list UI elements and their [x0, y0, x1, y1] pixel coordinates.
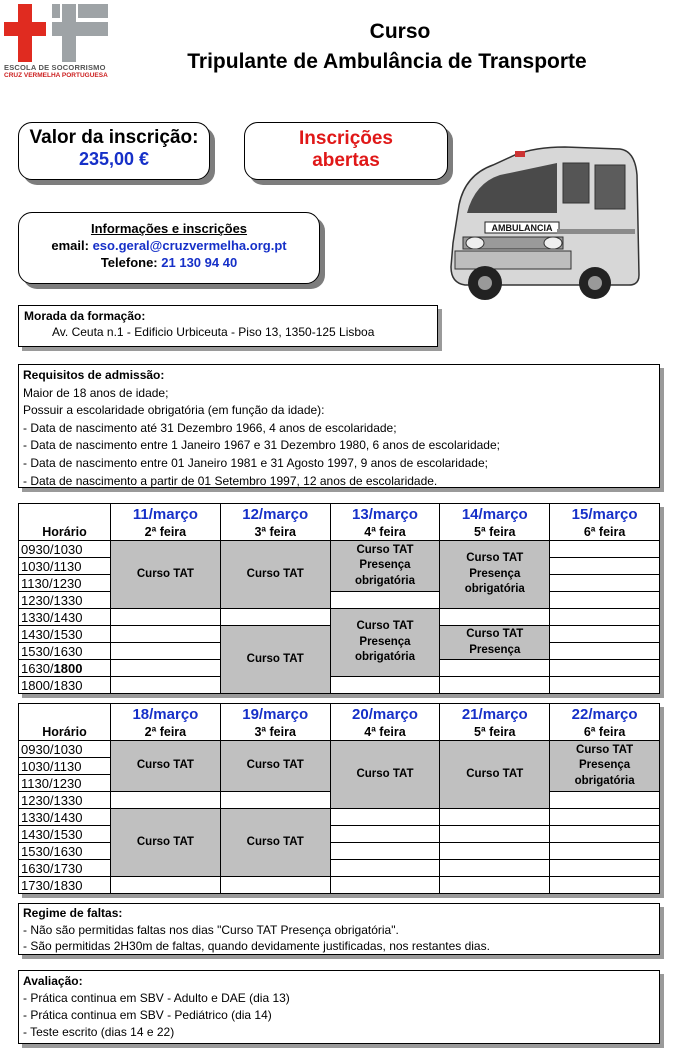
contact-title: Informações e inscrições [90, 221, 248, 236]
empty-cell [440, 843, 550, 860]
weekday-header: 3ª feira [220, 724, 330, 741]
session-cell-mandatory: Curso TAT Presença [440, 626, 550, 660]
requirements-box [18, 364, 660, 488]
requirement-line: Maior de 18 anos de idade; [23, 385, 169, 400]
address-box [18, 305, 438, 347]
empty-cell [111, 626, 221, 643]
empty-cell [111, 660, 221, 677]
hour-slot: 1130/1230 [19, 575, 111, 592]
hour-slot: 1430/1530 [19, 626, 111, 643]
hour-slot: 0930/1030 [19, 541, 111, 558]
date-header: 20/março [330, 704, 440, 725]
absences-title: Regime de faltas: [23, 906, 123, 920]
hour-slot: 1230/1330 [19, 792, 111, 809]
corner-cell [19, 504, 111, 525]
empty-cell [550, 843, 660, 860]
course-name: Tripulante de Ambulância de Transporte [187, 50, 587, 73]
session-cell: Curso TAT [220, 541, 330, 609]
schedule-week-1 [18, 503, 660, 694]
empty-cell [330, 592, 440, 609]
empty-cell [440, 860, 550, 877]
hour-slot: 1330/1430 [19, 609, 111, 626]
date-header: 18/março [111, 704, 221, 725]
hour-slot: 1230/1330 [19, 592, 111, 609]
session-cell-mandatory: Curso TAT Presença obrigatória [330, 541, 440, 592]
page-title: Curso [369, 20, 431, 43]
empty-cell [111, 609, 221, 626]
contact-box [18, 212, 320, 284]
phone-number: 21 130 94 40 [161, 255, 238, 270]
fee-value: 235,00 € [78, 149, 150, 169]
hour-slot: 1430/1530 [19, 826, 111, 843]
weekday-header: 6ª feira [550, 524, 660, 541]
empty-cell [550, 877, 660, 894]
requirement-line: - Data de nascimento entre 01 Janeiro 1981 e 31 Agosto 1997, 9 anos de escolaridade; [23, 455, 488, 470]
empty-cell [440, 609, 550, 626]
session-cell-mandatory: Curso TAT Presença obrigatória [550, 741, 660, 792]
session-cell: Curso TAT [220, 741, 330, 792]
evaluation-box [18, 970, 660, 1044]
requirement-line: - Data de nascimento entre 1 Janeiro 1967 e 31 Dezembro 1980, 6 anos de escolaridade; [23, 438, 500, 453]
empty-cell [330, 826, 440, 843]
email-line [19, 238, 319, 253]
logo-org-name: CRUZ VERMELHA PORTUGUESA [4, 72, 108, 79]
empty-cell [220, 877, 330, 894]
evaluation-item: - Prática continua em SBV - Pediátrico (dia 14) [23, 1008, 272, 1022]
date-header: 15/março [550, 504, 660, 525]
empty-cell [220, 609, 330, 626]
status-line-2: abertas [312, 150, 380, 171]
hour-slot: 1030/1130 [19, 558, 111, 575]
empty-cell [550, 660, 660, 677]
phone-label: Telefone: [100, 255, 158, 270]
fee-label: Valor da inscrição: [29, 127, 199, 148]
date-header: 21/março [440, 704, 550, 725]
empty-cell [330, 860, 440, 877]
empty-cell [330, 809, 440, 826]
registration-status-box [244, 122, 448, 180]
date-header: 22/março [550, 704, 660, 725]
empty-cell [550, 541, 660, 558]
empty-cell [550, 643, 660, 660]
address-title: Morada da formação: [24, 309, 146, 323]
evaluation-title: Avaliação: [23, 974, 83, 988]
empty-cell [550, 809, 660, 826]
empty-cell [330, 677, 440, 694]
hour-slot: 1030/1130 [19, 758, 111, 775]
empty-cell [550, 558, 660, 575]
fee-box [18, 122, 210, 180]
session-cell: Curso TAT [111, 541, 221, 609]
session-cell: Curso TAT [440, 741, 550, 809]
weekday-header: 2ª feira [111, 524, 221, 541]
weekday-header: 2ª feira [111, 724, 221, 741]
requirements-title: Requisitos de admissão: [23, 368, 165, 382]
session-cell-mandatory: Curso TAT Presença obrigatória [440, 541, 550, 609]
session-cell: Curso TAT [330, 741, 440, 809]
ambulance-image [445, 135, 645, 310]
weekday-header: 4ª feira [330, 724, 440, 741]
empty-cell [111, 792, 221, 809]
session-cell: Curso TAT [220, 809, 330, 877]
hour-slot: 1630/1800 [19, 660, 111, 677]
weekday-header: 5ª feira [440, 524, 550, 541]
empty-cell [111, 877, 221, 894]
empty-cell [550, 609, 660, 626]
date-header: 12/março [220, 504, 330, 525]
empty-cell [550, 792, 660, 809]
date-header: 11/março [111, 504, 221, 525]
weekday-header: 3ª feira [220, 524, 330, 541]
weekday-header: 6ª feira [550, 724, 660, 741]
hour-slot: 1730/1830 [19, 877, 111, 894]
empty-cell [550, 826, 660, 843]
absence-rule: - Não são permitidas faltas nos dias "Curso TAT Presença obrigatória". [23, 922, 399, 937]
empty-cell [550, 626, 660, 643]
hour-slot: 1330/1430 [19, 809, 111, 826]
empty-cell [440, 877, 550, 894]
hour-slot: 0930/1030 [19, 741, 111, 758]
hour-column-header: Horário [19, 724, 111, 741]
empty-cell [440, 809, 550, 826]
hour-slot: 1130/1230 [19, 775, 111, 792]
schedule-week-2 [18, 703, 660, 894]
email-link[interactable]: eso.geral@cruzvermelha.org.pt [92, 238, 287, 253]
hour-column-header: Horário [19, 524, 111, 541]
ambulance-label: AMBULANCIA [491, 223, 553, 233]
empty-cell [550, 592, 660, 609]
hour-slot: 1530/1630 [19, 843, 111, 860]
phone-line [19, 255, 319, 270]
absence-rule: - São permitidas 2H30m de faltas, quando devidamente justificadas, nos restantes dias. [23, 939, 490, 953]
empty-cell [550, 575, 660, 592]
empty-cell [440, 826, 550, 843]
requirement-line: Possuir a escolaridade obrigatória (em função da idade): [23, 403, 325, 418]
empty-cell [111, 643, 221, 660]
email-label: email: [51, 238, 89, 253]
weekday-header: 4ª feira [330, 524, 440, 541]
requirement-line: - Data de nascimento até 31 Dezembro 1966, 4 anos de escolaridade; [23, 420, 397, 435]
empty-cell [550, 677, 660, 694]
evaluation-item: - Teste escrito (dias 14 e 22) [23, 1025, 175, 1039]
hour-slot: 1530/1630 [19, 643, 111, 660]
session-cell-mandatory: Curso TAT Presença obrigatória [330, 609, 440, 677]
empty-cell [440, 677, 550, 694]
evaluation-item: - Prática continua em SBV - Adulto e DAE (dia 13) [23, 991, 290, 1005]
empty-cell [330, 877, 440, 894]
absences-box [18, 903, 660, 955]
corner-cell [19, 704, 111, 725]
empty-cell [220, 792, 330, 809]
status-line-1: Inscrições [299, 128, 393, 149]
empty-cell [440, 660, 550, 677]
date-header: 14/março [440, 504, 550, 525]
empty-cell [111, 677, 221, 694]
address-value: Av. Ceuta n.1 - Edificio Urbiceuta - Piso 13, 1350-125 Lisboa [52, 325, 375, 339]
date-header: 13/março [330, 504, 440, 525]
session-cell: Curso TAT [111, 741, 221, 792]
date-header: 19/março [220, 704, 330, 725]
hour-slot: 1800/1830 [19, 677, 111, 694]
weekday-header: 5ª feira [440, 724, 550, 741]
hour-slot: 1630/1730 [19, 860, 111, 877]
session-cell: Curso TAT [111, 809, 221, 877]
logo-school-name: ESCOLA DE SOCORRISMO [4, 63, 106, 72]
requirement-line: - Data de nascimento a partir de 01 Setembro 1997, 12 anos de escolaridade. [23, 473, 438, 488]
empty-cell [550, 860, 660, 877]
empty-cell [330, 843, 440, 860]
session-cell: Curso TAT [220, 626, 330, 694]
